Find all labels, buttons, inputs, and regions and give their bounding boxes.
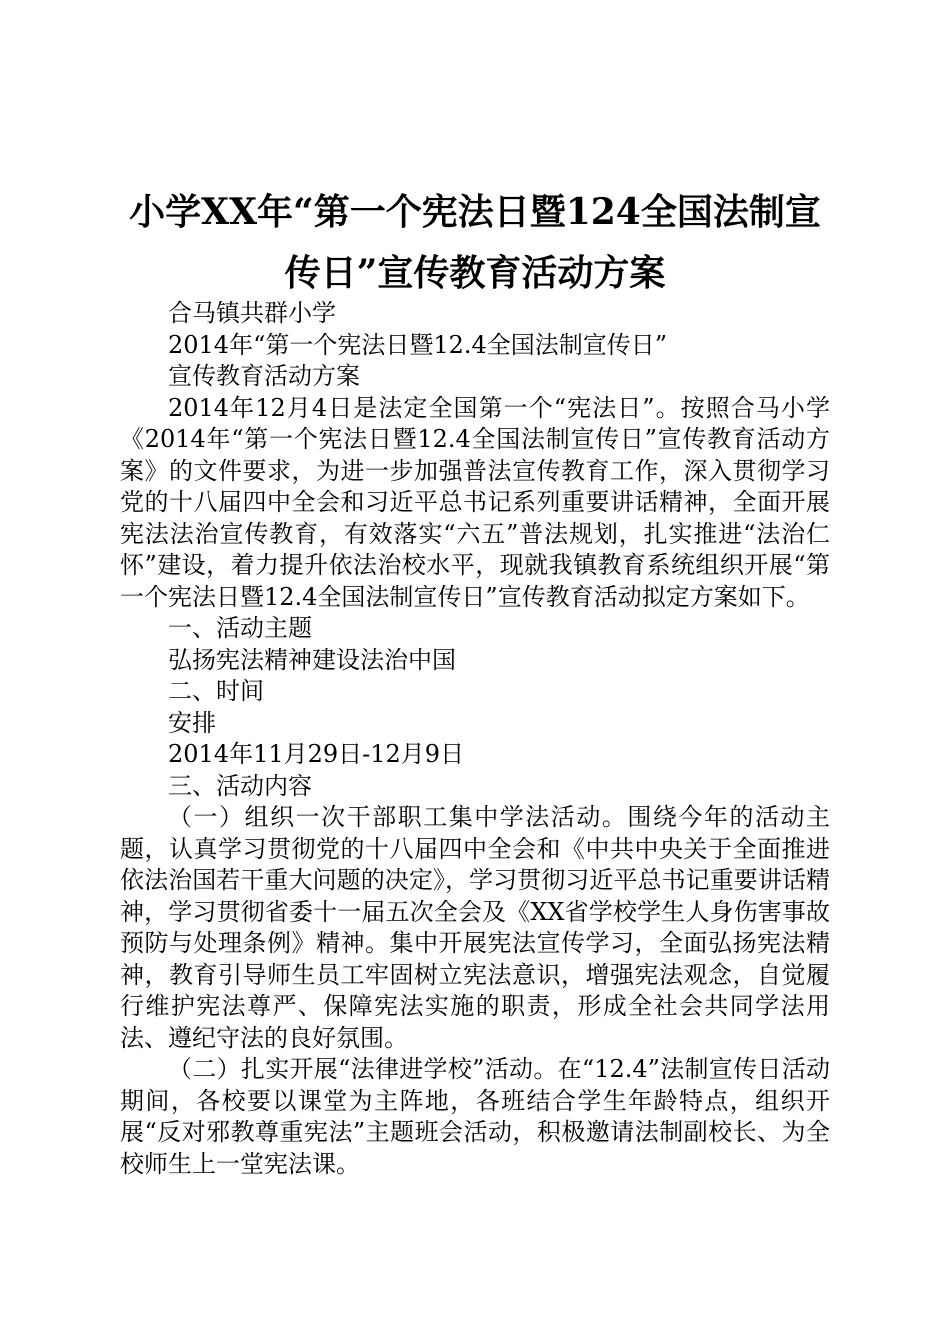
content-paragraph-2: （二）扎实开展“法律进学校”活动。在“12.4”法制宣传日活动期间，各校要以课堂为主阵地，各班结合学生年龄特点，组织开展“反对邪教尊重宪法”主题班会活动，积极邀请法制副校长、为全校师生上一堂宪法课。 <box>120 1055 830 1178</box>
section-heading-time: 二、时间 <box>168 677 264 705</box>
subtitle-line-1: 2014年“第一个宪法日暨12.4全国法制宣传日” <box>168 330 668 359</box>
time-arrangement-label: 安排 <box>168 708 216 737</box>
content-paragraph-1: （一）组织一次干部职工集中学法活动。围绕今年的活动主题，认真学习贯彻党的十八届四中全会和《中共中央关于全面推进依法治国若干重大问题的决定》，学习贯彻习近平总书记重要讲话精神，学习贯彻省委十一届五次全会及《XX省学校学生人身伤害事故预防与处理条例》精神。集中开展宪法宣传学习，全面弘扬宪法精神，教育引导师生员工牢固树立宪法意识，增强宪法观念，自觉履行维护宪法尊严、保障宪法实施的职责，形成全社会共同学法用法、遵纪守法的良好氛围。 <box>120 803 830 1052</box>
subtitle-line-2: 宣传教育活动方案 <box>168 362 360 390</box>
section-heading-theme: 一、活动主题 <box>168 614 312 642</box>
time-range: 2014年11月29日-12月9日 <box>168 740 465 768</box>
document-title-line-2: 传日”宣传教育活动方案 <box>284 252 666 294</box>
section-heading-content: 三、活动内容 <box>168 771 312 800</box>
theme-text: 弘扬宪法精神建设法治中国 <box>168 645 456 674</box>
school-name: 合马镇共群小学 <box>168 299 336 327</box>
document-title-line-1: 小学XX年“第一个宪法日暨124全国法制宣 <box>129 191 821 233</box>
document-body <box>120 298 830 1180</box>
intro-paragraph: 2014年12月4日是法定全国第一个“宪法日”。按照合马小学《2014年“第一个宪法日暨12.4全国法制宣传日”宣传教育活动方案》的文件要求，为进一步加强普法宣传教育工作，深入贯彻学习党的十八届四中全会和习近平总书记系列重要讲话精神，全面开展宪法法治宣传教育，有效落实“六五”普法规划，扎实推进“法治仁怀”建设，着力提升依法治校水平，现就我镇教育系统组织开展“第一个宪法日暨12.4全国法制宣传日”宣传教育活动拟定方案如下。 <box>120 393 830 611</box>
